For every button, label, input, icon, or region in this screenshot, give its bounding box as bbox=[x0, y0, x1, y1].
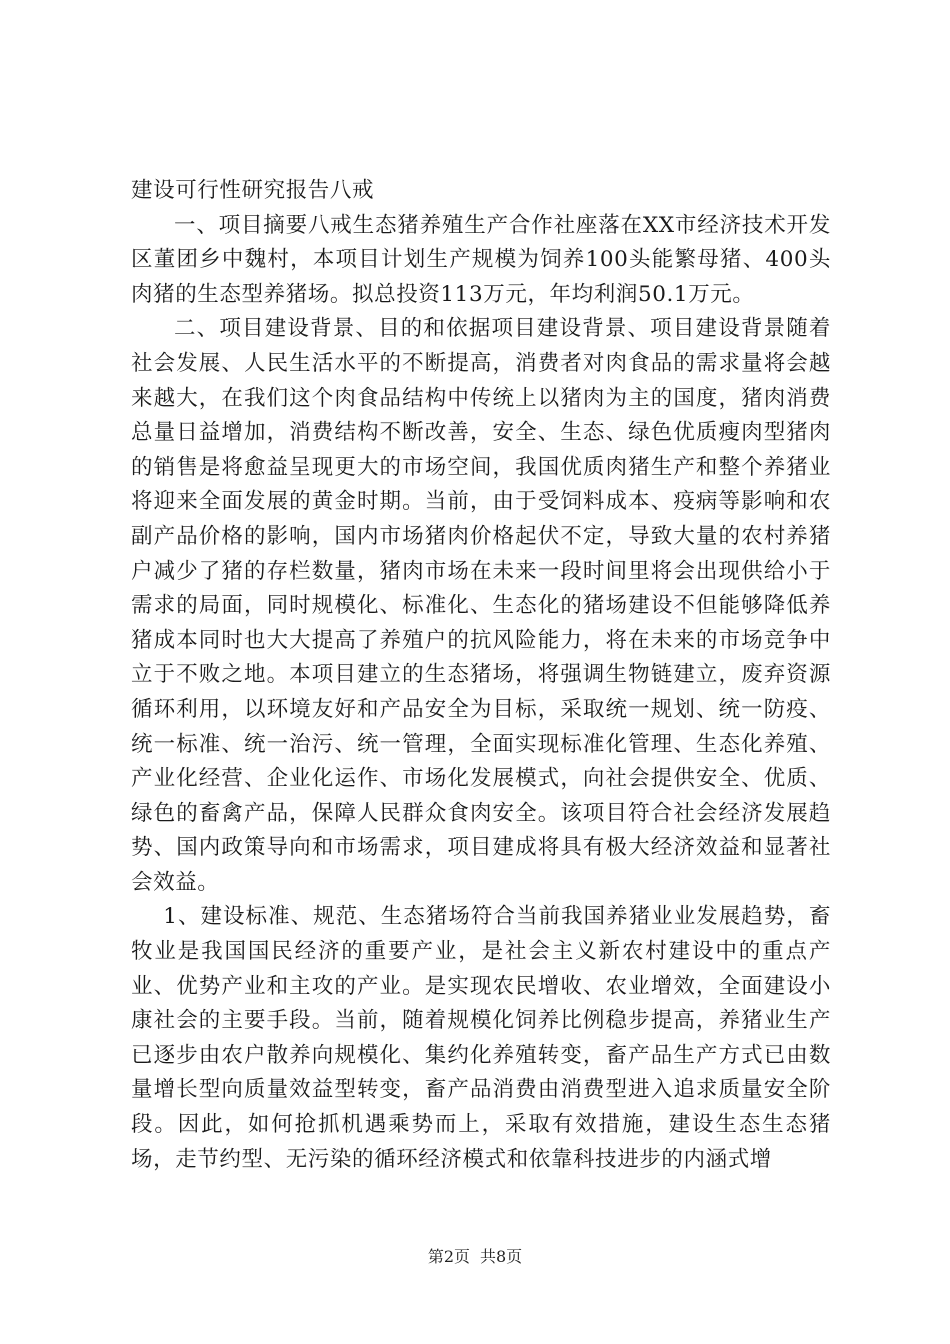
document-body bbox=[131, 174, 831, 1177]
page-total: 共8页 bbox=[480, 1247, 523, 1266]
page-footer bbox=[0, 1244, 950, 1267]
document-title: 建设可行性研究报告八戒 bbox=[131, 178, 375, 203]
paragraph-construction-standards: 1、建设标准、规范、生态猪场符合当前我国养猪业业发展趋势，畜牧业是我国国民经济的重要产业，是社会主义新农村建设中的重点产业、优势产业和主攻的产业。是实现农民增收、农业增效，全面建设小康社会的主要手段。当前，随着规模化饲养比例稳步提高，养猪业生产已逐步由农户散养向规模化、集约化养殖转变，畜产品生产方式已由数量增长型向质量效益型转变，畜产品消费由消费型进入追求质量安全阶段。因此，如何抢抓机遇乘势而上，采取有效措施，建设生态生态猪场，走节约型、无污染的循环经济模式和依靠科技进步的内涵式增 bbox=[131, 904, 831, 1172]
paragraph-project-summary: 一、项目摘要八戒生态猪养殖生产合作社座落在XX市经济技术开发区董团乡中魏村，本项目计划生产规模为饲养100头能繁母猪、400头肉猪的生态型养猪场。拟总投资113万元，年均利润50.1万元。 bbox=[131, 212, 831, 307]
page-number: 第2页 bbox=[427, 1247, 470, 1266]
paragraph-project-background: 二、项目建设背景、目的和依据项目建设背景、项目建设背景随着社会发展、人民生活水平的不断提高，消费者对肉食品的需求量将会越来越大，在我们这个肉食品结构中传统上以猪肉为主的国度，猪肉消费总量日益增加，消费结构不断改善，安全、生态、绿色优质瘦肉型猪肉的销售是将愈益呈现更大的市场空间，我国优质肉猪生产和整个养猪业将迎来全面发展的黄金时期。当前，由于受饲料成本、疫病等影响和农副产品价格的影响，国内市场猪肉价格起伏不定，导致大量的农村养猪户减少了猪的存栏数量，猪肉市场在未来一段时间里将会出现供给小于需求的局面，同时规模化、标准化、生态化的猪场建设不但能够降低养猪成本同时也大大提高了养殖户的抗风险能力，将在未来的市场竞争中立于不败之地。本项目建立的生态猪场，将强调生物链建立，废弃资源循环利用，以环境友好和产品安全为目标，采取统一规划、统一防疫、统一标准、统一治污、统一管理，全面实现标准化管理、生态化养殖、产业化经营、企业化运作、市场化发展模式，向社会提供安全、优质、绿色的畜禽产品，保障人民群众食肉安全。该项目符合社会经济发展趋势、国内政策导向和市场需求，项目建成将具有极大经济效益和显著社会效益。 bbox=[131, 316, 831, 895]
